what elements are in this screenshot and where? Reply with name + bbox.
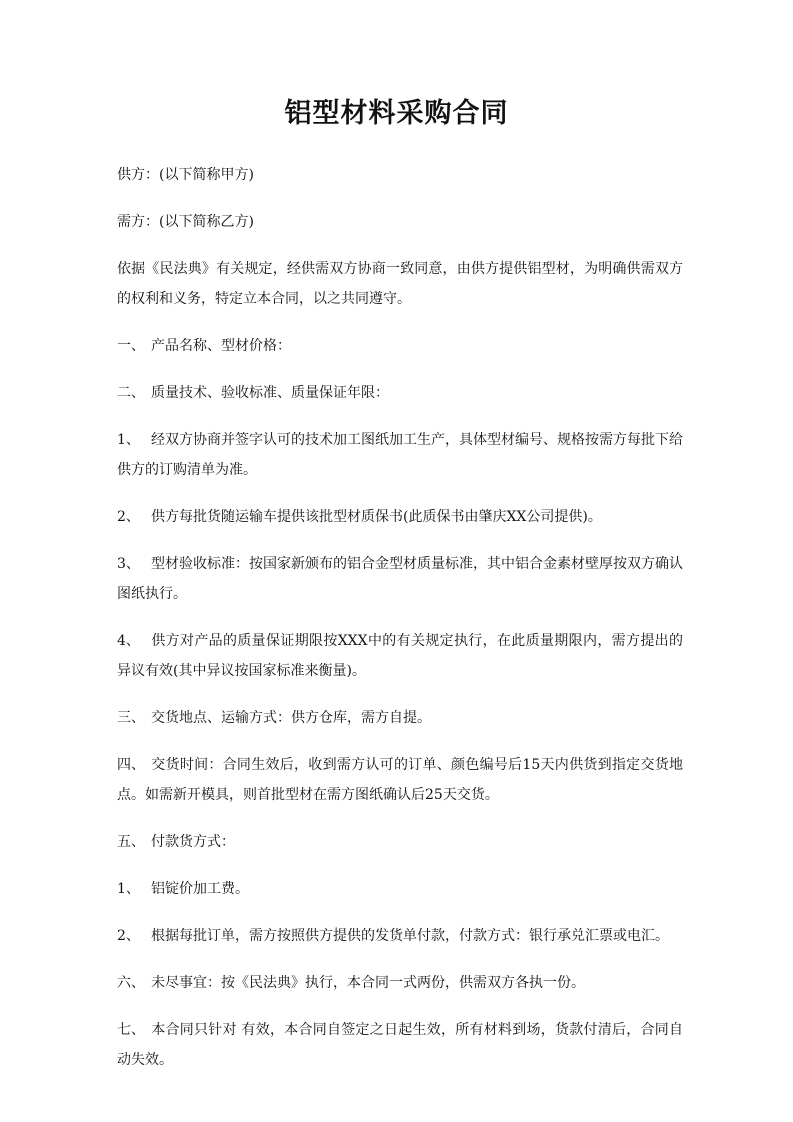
paragraph-text: 交货地点、运输方式：供方仓库，需方自提。: [151, 710, 431, 726]
paragraph-text: 质量技术、验收标准、质量保证年限：: [151, 385, 389, 401]
document-title: 铝型材料采购合同: [284, 98, 509, 129]
paragraph-text: 根据每批订单，需方按照供方提供的发货单付款，付款方式：银行承兑汇票或电汇。: [151, 928, 669, 944]
section-4: [117, 750, 683, 810]
paragraph-text: 未尽事宜：按《民法典》执行，本合同一式两份，供需双方各执一份。: [151, 975, 585, 991]
clause-number: 2、: [117, 928, 140, 944]
paragraph-buyer: [117, 207, 683, 237]
clause-2-4: [117, 626, 683, 686]
paragraph-text: 需方：(以下简称乙方): [117, 214, 254, 230]
paragraph-text: 付款货方式：: [151, 834, 235, 850]
section-number: 七、: [117, 1022, 145, 1038]
paragraph-text: 供方：(以下简称甲方): [117, 167, 254, 183]
section-7: [117, 1015, 683, 1075]
section-number: 三、: [117, 710, 145, 726]
section-5: [117, 827, 683, 857]
section-3: [117, 703, 683, 733]
clause-number: 3、: [117, 556, 140, 572]
paragraph-supplier: [117, 160, 683, 190]
paragraph-text: 经双方协商并签字认可的技术加工图纸加工生产，具体型材编号、规格按需方每批下给供方的订购清单为准。: [117, 432, 683, 478]
section-number: 六、: [117, 975, 145, 991]
section-number: 四、: [117, 757, 145, 773]
clause-5-2: [117, 921, 683, 951]
clause-2-3: [117, 549, 683, 609]
paragraph-text: 型材验收标准：按国家新颁布的铝合金型材质量标准，其中铝合金素材壁厚按双方确认图纸执行。: [117, 556, 683, 602]
section-number: 五、: [117, 834, 145, 850]
section-number: 二、: [117, 385, 145, 401]
clause-number: 1、: [117, 881, 140, 897]
paragraph-text: 产品名称、型材价格：: [151, 338, 291, 354]
section-2: [117, 378, 683, 408]
paragraph-text: 铝锭价加工费。: [151, 881, 249, 897]
paragraph-text: 本合同只针对 有效，本合同自签定之日起生效，所有材料到场，货款付清后，合同自动失效。: [117, 1022, 683, 1068]
paragraph-text: 交货时间：合同生效后，收到需方认可的订单、颜色编号后15天内供货到指定交货地点。如需新开模具，则首批型材在需方图纸确认后25天交货。: [117, 757, 683, 803]
section-6: [117, 968, 683, 998]
clause-number: 2、: [117, 509, 140, 525]
clause-number: 1、: [117, 432, 140, 448]
document-body: [117, 160, 683, 1092]
clause-5-1: [117, 874, 683, 904]
paragraph-text: 供方对产品的质量保证期限按XXX中的有关规定执行，在此质量期限内，需方提出的异议有效(其中异议按国家标准来衡量)。: [117, 633, 683, 679]
section-1: [117, 331, 683, 361]
paragraph-preamble: [117, 254, 683, 314]
paragraph-text: 供方每批货随运输车提供该批型材质保书(此质保书由肇庆XX公司提供)。: [151, 509, 602, 525]
paragraph-text: 依据《民法典》有关规定，经供需双方协商一致同意，由供方提供铝型材，为明确供需双方的权利和义务，特定立本合同，以之共同遵守。: [117, 261, 683, 307]
clause-number: 4、: [117, 633, 140, 649]
clause-2-2: [117, 502, 683, 532]
clause-2-1: [117, 425, 683, 485]
section-number: 一、: [117, 338, 145, 354]
